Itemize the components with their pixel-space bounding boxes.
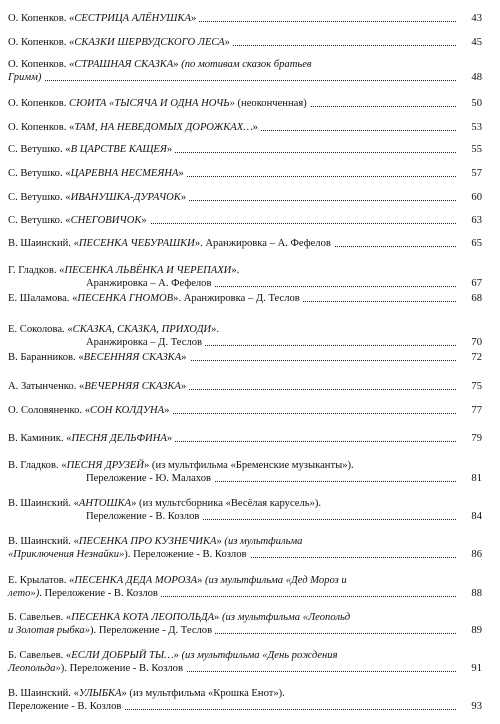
toc-plain-text: ». Аранжировка – Д. Теслов [173, 293, 300, 304]
toc-title-text: ПЕСЕНКА ЛЬВЁНКА И ЧЕРЕПАХИ [64, 265, 232, 276]
toc-entry-text [8, 215, 150, 226]
toc-entry [8, 264, 482, 290]
toc-plain-text: » [164, 405, 170, 416]
toc-title-text: (из мультфильма «Дед Мороз и [205, 575, 347, 586]
page-number: 43 [458, 12, 482, 25]
page-number: 45 [458, 36, 482, 49]
toc-entry [8, 611, 482, 637]
page-number: 67 [458, 277, 482, 290]
toc-entry-text [8, 536, 305, 547]
toc-entry-text [8, 72, 44, 83]
toc-entry-line [8, 58, 482, 71]
toc-entry-text [8, 98, 310, 109]
toc-plain-text: О. Копенков. « [8, 59, 75, 70]
toc-plain-text: Б. Савельев. « [8, 612, 72, 623]
toc-entry-line [8, 548, 482, 561]
toc-entry [8, 323, 482, 349]
toc-entry-text [8, 433, 175, 444]
page-number: 81 [458, 472, 482, 485]
page-number: 50 [458, 97, 482, 110]
toc-title-text: ПЕСЕНКА ГНОМОВ [77, 293, 174, 304]
toc-entry [8, 143, 482, 156]
toc-entry [8, 432, 482, 445]
toc-plain-text: » [216, 536, 225, 547]
toc-entry-text [8, 352, 190, 363]
toc-entry-text [8, 265, 242, 276]
toc-entry-line [8, 237, 482, 250]
toc-plain-text: Аранжировка – Д. Теслов [86, 337, 203, 348]
toc-plain-text: В. Шаинский. « [8, 498, 79, 509]
page-number: 65 [458, 237, 482, 250]
toc-title-text: В ЦАРСТВЕ КАЩЕЯ [70, 144, 167, 155]
toc-entry [8, 497, 482, 523]
toc-entry-line [8, 662, 482, 675]
toc-plain-text: » [197, 575, 206, 586]
toc-entry-text [8, 405, 172, 416]
toc-entry-text [8, 701, 124, 712]
toc-plain-text: С. Ветушко. « [8, 168, 71, 179]
toc-plain-text: Переложение - В. Козлов [86, 511, 200, 522]
toc-title-text: ВЕЧЕРНЯЯ СКАЗКА [84, 381, 181, 392]
toc-title-text: (по мотивам сказок братьев [181, 59, 312, 70]
toc-entry-line [8, 264, 482, 277]
toc-entry-text [8, 337, 205, 348]
toc-title-text: ПЕСЕНКА ДЕДА МОРОЗА [74, 575, 198, 586]
toc-entry [8, 36, 482, 49]
toc-plain-text: » [166, 144, 173, 155]
toc-plain-text: ). Переложение - В. Козлов [124, 549, 247, 560]
toc-entry-line [8, 649, 482, 662]
toc-entry-line [8, 36, 482, 49]
toc-plain-text: ). Переложение - Д. Теслов [90, 625, 213, 636]
toc-entry-line [8, 351, 482, 364]
toc-entry [8, 649, 482, 675]
toc-title-text: ПЕСЕНКА ПРО КУЗНЕЧИКА [78, 536, 217, 547]
toc-entry-line [8, 97, 482, 110]
page-number: 75 [458, 380, 482, 393]
toc-title-text: УЛЫБКА [78, 688, 122, 699]
toc-title-text: ПЕСЕНКА КОТА ЛЕОПОЛЬДА [71, 612, 215, 623]
toc-title-text: и Золотая рыбка» [8, 625, 91, 636]
toc-entry [8, 97, 482, 110]
toc-entry-text [8, 650, 341, 661]
toc-entry-line [8, 323, 482, 336]
toc-title-text: (из мультфильма «День рождения [181, 650, 338, 661]
toc-entry-line [8, 277, 482, 290]
toc-plain-text: В. Баранников. « [8, 352, 84, 363]
toc-plain-text: » [252, 122, 258, 133]
toc-plain-text: » [178, 168, 184, 179]
toc-title-text: СЮИТА «ТЫСЯЧА И ОДНА НОЧЬ» [69, 98, 235, 109]
dot-leader [8, 80, 456, 81]
toc-title-text: ПЕСНЯ ДРУЗЕЙ [66, 460, 144, 471]
toc-plain-text: (неоконченная) [234, 98, 307, 109]
toc-plain-text: » [181, 352, 187, 363]
toc-plain-text: » [141, 215, 147, 226]
page-number: 68 [458, 292, 482, 305]
toc-title-text: (из мультфильма [224, 536, 303, 547]
toc-plain-text: Е. Крылатов. « [8, 575, 75, 586]
toc-title-text: СОН КОЛДУНА [90, 405, 165, 416]
toc-entry-text [8, 663, 186, 674]
toc-entry-line [8, 497, 482, 510]
toc-entry [8, 574, 482, 600]
toc-plain-text: » [166, 433, 173, 444]
toc-entry-text [8, 575, 350, 586]
page-number: 77 [458, 404, 482, 417]
toc-entry [8, 687, 482, 713]
toc-plain-text: В. Шаинский. « [8, 688, 79, 699]
toc-plain-text: » [180, 381, 187, 392]
page-number: 55 [458, 143, 482, 156]
page-number: 84 [458, 510, 482, 523]
toc-plain-text: » (из мультфильма «Крошка Енот»). [121, 688, 285, 699]
toc-entry-line [8, 404, 482, 417]
toc-plain-text: » (из мультфильма «Бременские музыканты»). [143, 460, 354, 471]
toc-entry-text [8, 549, 250, 560]
toc-entry-text [8, 293, 303, 304]
toc-entry-text [8, 59, 315, 70]
toc-entry-text [8, 498, 324, 509]
toc-plain-text: В. Шаинский. « [8, 536, 79, 547]
toc-plain-text: » [214, 612, 222, 623]
toc-plain-text: О. Соловяненко. « [8, 405, 91, 416]
toc-entry-text [8, 588, 161, 599]
page-number: 86 [458, 548, 482, 561]
toc-title-text: «Приключения Незнайки» [8, 549, 125, 560]
toc-entry-text [8, 192, 189, 203]
toc-plain-text: Переложение - Ю. Малахов [86, 473, 211, 484]
toc-entry-text [8, 381, 189, 392]
page-number: 93 [458, 700, 482, 713]
toc-plain-text: » [173, 650, 182, 661]
toc-entry-line [8, 687, 482, 700]
toc-entry [8, 214, 482, 227]
toc-entry-line [8, 624, 482, 637]
toc-entry-text [8, 168, 187, 179]
toc-entry-line [8, 167, 482, 180]
page-number: 48 [458, 71, 482, 84]
toc-entry-line [8, 12, 482, 25]
toc-title-text: СНЕГОВИЧОК [70, 215, 142, 226]
page-number: 88 [458, 587, 482, 600]
page-number: 57 [458, 167, 482, 180]
toc-title-text: ИВАНУШКА-ДУРАЧОК [70, 192, 181, 203]
toc-entry-line [8, 121, 482, 134]
toc-plain-text: В. Гладков. « [8, 460, 67, 471]
toc-plain-text: » [190, 13, 197, 24]
toc-entry-line [8, 71, 482, 84]
toc-entry-text [8, 473, 214, 484]
toc-entry-line [8, 191, 482, 204]
toc-plain-text: ). Переложение - В. Козлов [60, 663, 183, 674]
page-number: 70 [458, 336, 482, 349]
toc-title-text: ЕСЛИ ДОБРЫЙ ТЫ… [71, 650, 174, 661]
toc-title-text: СТРАШНАЯ СКАЗКА [74, 59, 174, 70]
toc-plain-text: Е. Соколова. « [8, 324, 73, 335]
toc-plain-text: В. Шаинский. « [8, 238, 79, 249]
toc-plain-text: О. Копенков. « [8, 37, 75, 48]
toc-plain-text: Переложение - В. Козлов [8, 701, 122, 712]
toc-entry-line [8, 535, 482, 548]
toc-plain-text: » [224, 37, 230, 48]
page-number: 72 [458, 351, 482, 364]
toc-entry-text [8, 238, 334, 249]
toc-plain-text: Е. Шаламова. « [8, 293, 78, 304]
page-number: 63 [458, 214, 482, 227]
toc-entry [8, 12, 482, 25]
toc-title-text: ЦАРЕВНА НЕСМЕЯНА [70, 168, 179, 179]
toc-entry [8, 237, 482, 250]
toc-entry [8, 351, 482, 364]
toc-title-text: Леопольда» [8, 663, 61, 674]
toc-plain-text: » [173, 59, 182, 70]
toc-entry-line [8, 292, 482, 305]
toc-plain-text: ». Аранжировка – А. Фефелов [194, 238, 331, 249]
toc-entry-line [8, 143, 482, 156]
toc-entry [8, 380, 482, 393]
page-number: 79 [458, 432, 482, 445]
toc-title-text: АНТОШКА [78, 498, 132, 509]
toc-entry-line [8, 587, 482, 600]
page-number: 91 [458, 662, 482, 675]
toc-entry-text [8, 13, 199, 24]
toc-entry [8, 58, 482, 84]
toc-plain-text: » (из мультсборника «Весёлая карусель»). [131, 498, 322, 509]
toc-entry [8, 191, 482, 204]
page-number: 89 [458, 624, 482, 637]
page-number: 60 [458, 191, 482, 204]
toc-plain-text: ». [231, 265, 240, 276]
toc-entry-line [8, 459, 482, 472]
toc-title-text: ВЕСЕННЯЯ СКАЗКА [83, 352, 182, 363]
toc-plain-text: С. Ветушко. « [8, 215, 71, 226]
toc-entry-text [8, 37, 233, 48]
toc-plain-text: » [180, 192, 187, 203]
toc-title-text: СКАЗКИ ШЕРВУДСКОГО ЛЕСА [74, 37, 225, 48]
toc-plain-text: О. Копенков. « [8, 13, 75, 24]
toc-entry-text [8, 688, 288, 699]
toc-title-text: ПЕСЕНКА ЧЕБУРАШКИ [78, 238, 195, 249]
toc-title-text: СКАЗКА, СКАЗКА, ПРИХОДИ [72, 324, 212, 335]
toc-entry-line [8, 700, 482, 713]
toc-plain-text: В. Каминик. « [8, 433, 72, 444]
toc-entry-text [8, 122, 261, 133]
toc-entry-text [8, 278, 215, 289]
toc-title-text: Гримм) [8, 72, 42, 83]
toc-plain-text: Г. Гладков. « [8, 265, 65, 276]
toc-plain-text: С. Ветушко. « [8, 144, 71, 155]
toc-plain-text: ». [211, 324, 220, 335]
toc-entry [8, 404, 482, 417]
toc-entry-line [8, 432, 482, 445]
toc-entry [8, 121, 482, 134]
toc-title-text: ТАМ, НА НЕВЕДОМЫХ ДОРОЖКАХ… [74, 122, 253, 133]
toc-plain-text: . Переложение - В. Козлов [39, 588, 158, 599]
toc-entry-line [8, 510, 482, 523]
page-number: 53 [458, 121, 482, 134]
toc-title-text: СЕСТРИЦА АЛЁНУШКА [74, 13, 191, 24]
toc-entry [8, 535, 482, 561]
toc-title-text: ПЕСНЯ ДЕЛЬФИНА [71, 433, 167, 444]
toc-entry-line [8, 214, 482, 227]
toc-entry-line [8, 574, 482, 587]
toc-plain-text: Б. Савельев. « [8, 650, 72, 661]
toc-entry-text [8, 144, 175, 155]
toc-entry [8, 292, 482, 305]
toc-entry-text [8, 625, 215, 636]
toc-entry-text [8, 511, 202, 522]
toc-plain-text: С. Ветушко. « [8, 192, 71, 203]
toc-entry-line [8, 472, 482, 485]
toc-entry-line [8, 611, 482, 624]
toc-entry-text [8, 460, 357, 471]
toc-plain-text: О. Копенков. [8, 98, 70, 109]
toc-entry [8, 459, 482, 485]
toc-plain-text: О. Копенков. « [8, 122, 75, 133]
toc-entry-line [8, 336, 482, 349]
toc-title-text: (из мультфильма «Леопольд [222, 612, 351, 623]
toc-plain-text: А. Затынченко. « [8, 381, 85, 392]
toc-entry [8, 167, 482, 180]
toc-title-text: лето») [8, 588, 40, 599]
toc-plain-text: Аранжировка – А. Фефелов [86, 278, 212, 289]
toc-entry-text [8, 612, 353, 623]
toc-entry-text [8, 324, 222, 335]
toc-entry-line [8, 380, 482, 393]
